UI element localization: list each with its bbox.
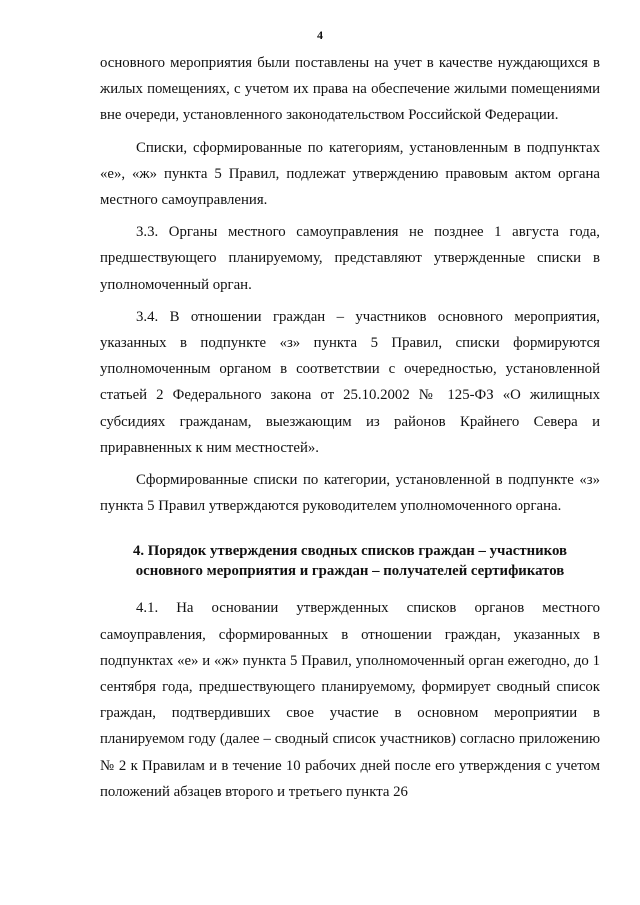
document-body [100,50,600,805]
paragraph-lists-approval: Списки, сформированные по категориям, установленным в подпунктах «е», «ж» пункта 5 Правил, подлежат утверждению правовым актом органа местного самоуправления. [100,139,600,209]
paragraph-4-1: 4.1. На основании утвержденных списков органов местного самоуправления, сформированных в отношении граждан, указанных в подпунктах «е» и «ж» пункта 5 Правил, уполномоченный орган ежегодно, до 1 сентября года, предшествующего планируемому, формирует сводный список граждан, подтвердивших свое участие в основном мероприятии в планируемом году (далее – сводный список участников) согласно приложению № 2 к Правилам и в течение 10 рабочих дней после его утверждения с учетом положений абзацев второго и третьего пункта 26 [100,600,600,800]
paragraph-3-3: 3.3. Органы местного самоуправления не позднее 1 августа года, предшествующего планируемому, представляют утвержденные списки в уполномоченный орган. [100,224,600,293]
page-number: 4 [317,28,323,42]
section-4-heading [100,541,600,581]
paragraph-formed-lists: Сформированные списки по категории, установленной в подпункте «з» пункта 5 Правил утверждаются руководителем уполномоченного органа. [100,472,600,515]
section-4-heading-line1: 4. Порядок утверждения сводных списков граждан – участников [132,543,568,560]
paragraph-continuation: основного мероприятия были поставлены на учет в качестве нуждающихся в жилых помещениях, с учетом их права на обеспечение жилыми помещениями вне очереди, установленного законодательством Российской Федерации. [100,55,600,124]
paragraph-3-4: 3.4. В отношении граждан – участников основного мероприятия, указанных в подпункте «з» пункта 5 Правил, списки формируются уполномоченным органом в соответствии с очередностью, установленной статьей 2 Федерального закона от 25.10.2002 № 125-ФЗ «О жилищных субсидиях гражданам, выезжающим из районов Крайнего Севера и приравненных к ним местностей». [100,308,600,456]
section-4-heading-line2: основного мероприятия и граждан – получателей сертификатов [135,563,565,580]
